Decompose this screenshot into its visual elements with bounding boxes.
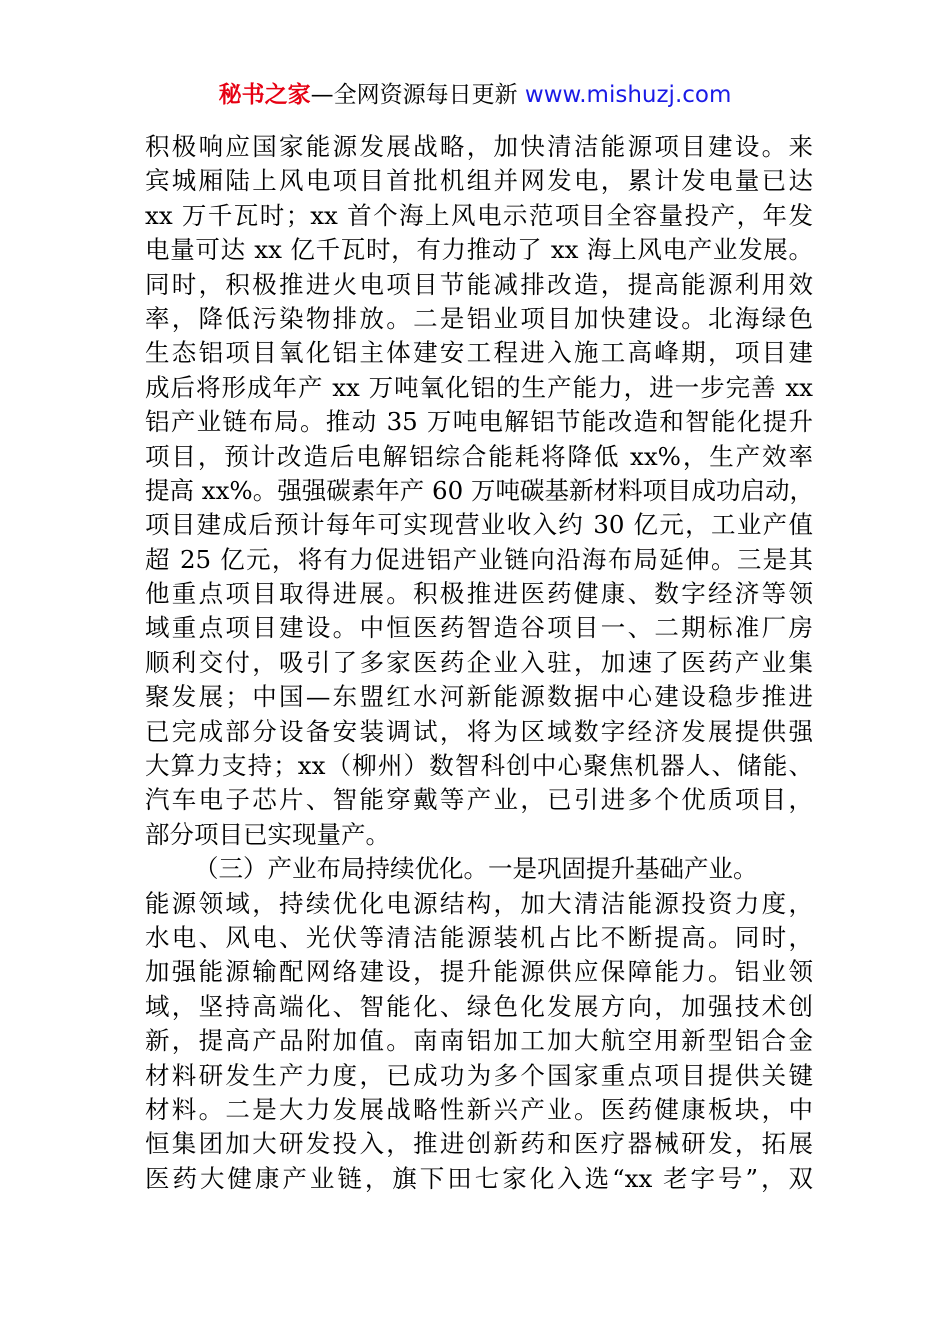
text-line: 汽车电子芯片、智能穿戴等产业，已引进多个优质项目， [145, 785, 813, 815]
text-line: 大算力支持；xx（柳州）数智科创中心聚焦机器人、储能、 [145, 751, 813, 781]
text-line: 项目，预计改造后电解铝综合能耗将降低 xx%，生产效率 [145, 441, 813, 471]
text-line: 超 25 亿元，将有力促进铝产业链向沿海布局延伸。三是其 [145, 544, 813, 574]
text-line: 同时，积极推进火电项目节能减排改造，提高能源利用效 [145, 269, 813, 299]
text-line: 医药大健康产业链，旗下田七家化入选“xx 老字号”，双 [145, 1163, 813, 1193]
text-line: （三）产业布局持续优化。一是巩固提升基础产业。 [194, 854, 758, 884]
text-line: 恒集团加大研发投入，推进创新药和医疗器械研发，拓展 [145, 1129, 813, 1159]
text-line: 率，降低污染物排放。二是铝业项目加快建设。北海绿色 [145, 303, 813, 333]
text-line: 聚发展；中国—东盟红水河新能源数据中心建设稳步推进 [145, 682, 813, 712]
text-line: 加强能源输配网络建设，提升能源供应保障能力。铝业领 [145, 957, 813, 987]
text-line: 水电、风电、光伏等清洁能源装机占比不断提高。同时， [145, 922, 813, 952]
text-line: 域重点项目建设。中恒医药智造谷项目一、二期标准厂房 [145, 613, 813, 643]
text-line: 成后将形成年产 xx 万吨氧化铝的生产能力，进一步完善 xx [145, 372, 813, 402]
text-line: 积极响应国家能源发展战略，加快清洁能源项目建设。来 [145, 132, 813, 161]
text-line: 已完成部分设备安装调试，将为区域数字经济发展提供强 [145, 716, 813, 746]
text-line: 域，坚持高端化、智能化、绿色化发展方向，加强技术创 [145, 991, 813, 1021]
document-body [145, 130, 813, 1196]
body-paragraph [145, 852, 813, 1196]
text-line: 部分项目已实现量产。 [145, 819, 390, 849]
header-tagline: —全网资源每日更新 [310, 82, 525, 108]
brand-name: 秘书之家 [218, 82, 311, 108]
text-line: 顺利交付，吸引了多家医药企业入驻，加速了医药产业集 [145, 647, 813, 677]
text-line: 铝产业链布局。推动 35 万吨电解铝节能改造和智能化提升 [145, 407, 813, 437]
text-line: 生态铝项目氧化铝主体建安工程进入施工高峰期，项目建 [145, 338, 813, 368]
text-line: 提高 xx%。强强碳素年产 60 万吨碳基新材料项目成功启动， [145, 475, 814, 505]
text-line: 宾城厢陆上风电项目首批机组并网发电，累计发电量已达 [145, 166, 813, 196]
text-line: 项目建成后预计每年可实现营业收入约 30 亿元，工业产值 [145, 510, 813, 540]
text-line: xx 万千瓦时；xx 首个海上风电示范项目全容量投产，年发 [145, 200, 813, 230]
text-line: 材料研发生产力度，已成功为多个国家重点项目提供关键 [145, 1060, 813, 1090]
page-header [0, 78, 950, 112]
text-line: 能源领域，持续优化电源结构，加大清洁能源投资力度， [145, 888, 813, 918]
text-line: 电量可达 xx 亿千瓦时，有力推动了 xx 海上风电产业发展。 [145, 235, 813, 265]
text-line: 他重点项目取得进展。积极推进医药健康、数字经济等领 [145, 579, 813, 609]
body-paragraph [145, 130, 813, 852]
site-url-link[interactable]: www.mishuzj.com [524, 82, 732, 108]
text-line: 新，提高产品附加值。南南铝加工加大航空用新型铝合金 [145, 1026, 813, 1056]
text-line: 材料。二是大力发展战略性新兴产业。医药健康板块，中 [145, 1094, 813, 1124]
